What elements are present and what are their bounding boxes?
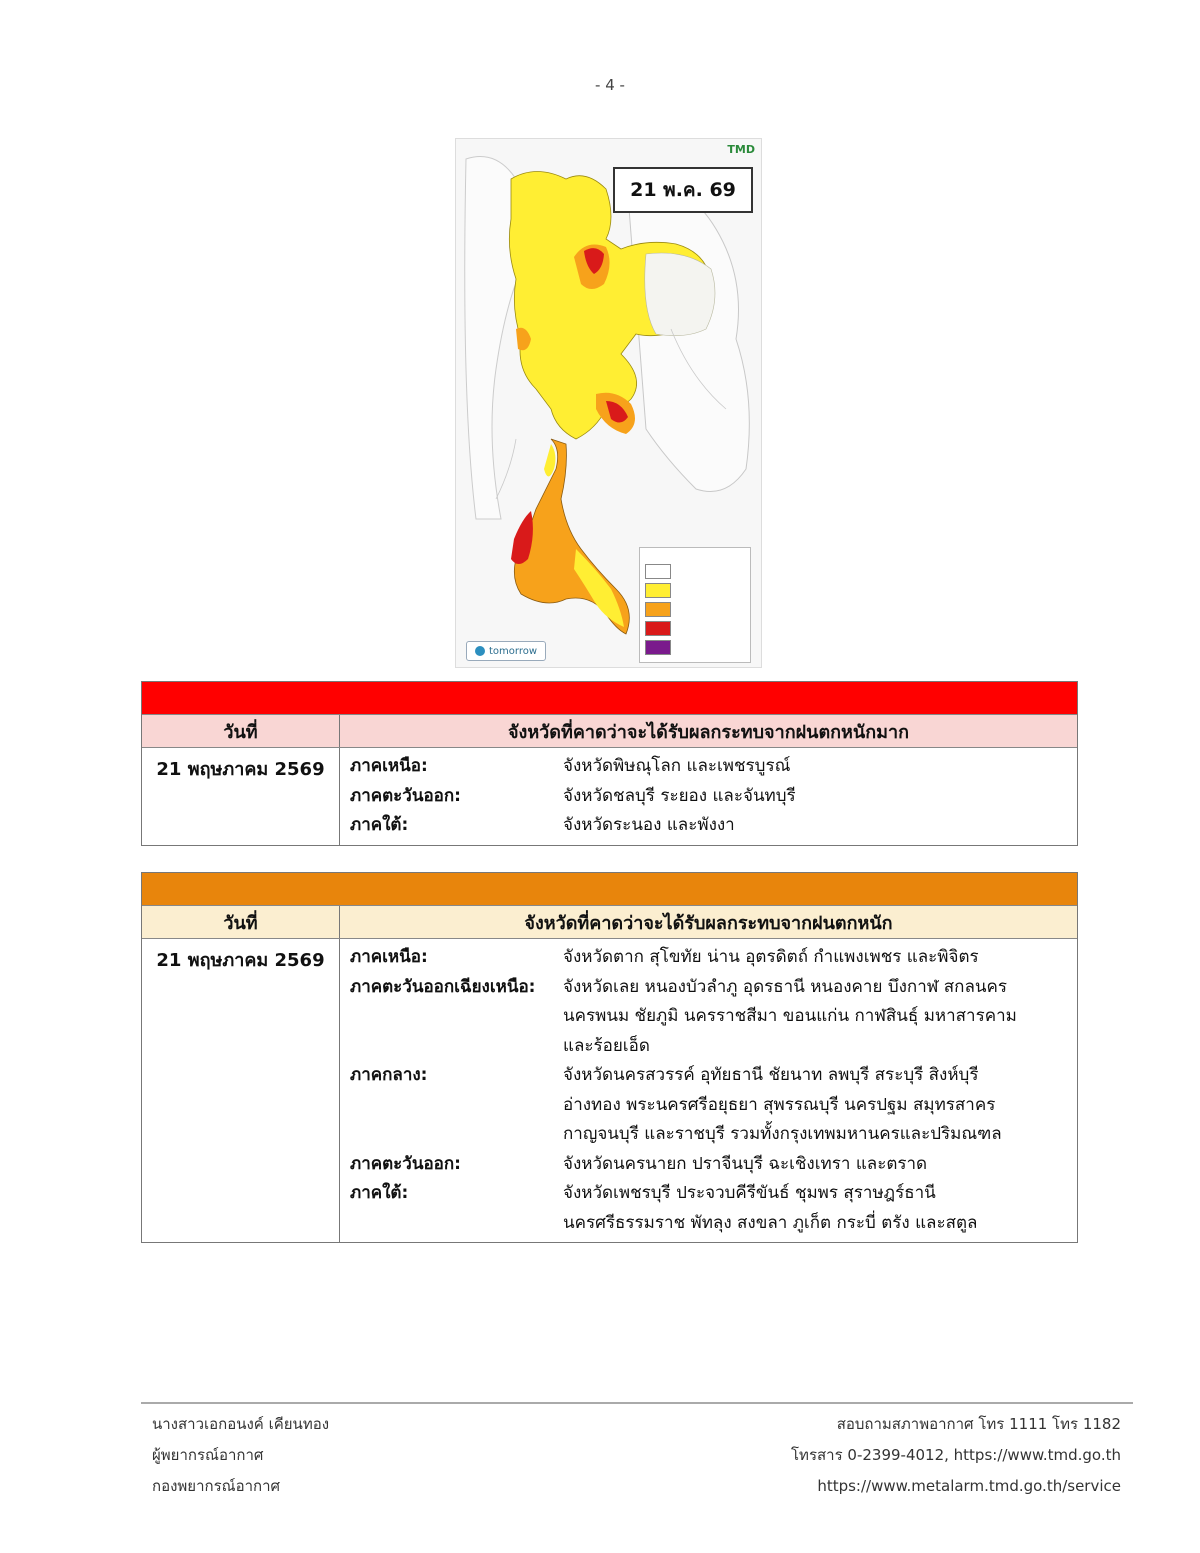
region-row xyxy=(350,973,1077,1003)
region-row xyxy=(350,1209,1077,1239)
header-date: วันที่ xyxy=(142,906,340,938)
region-provinces: จังหวัดเลย หนองบัวลำภู อุดรธานี หนองคาย บึงกาฬ สกลนคร xyxy=(563,976,1008,997)
region-provinces: จังหวัดพิษณุโลก และเพชรบูรณ์ xyxy=(563,756,791,776)
legend-swatch-red xyxy=(645,621,671,636)
legend-swatch-yellow xyxy=(645,583,671,598)
region-row xyxy=(350,1032,1077,1062)
region-name: ภาคใต้: xyxy=(350,815,409,835)
tmd-logo: TMD xyxy=(727,143,755,156)
region-row xyxy=(350,752,1077,782)
region-name xyxy=(350,1091,563,1121)
tomorrow-logo xyxy=(466,641,546,661)
region-name: ภาคตะวันออก: xyxy=(350,1153,461,1174)
legend-swatch-orange xyxy=(645,602,671,617)
table-header xyxy=(142,714,1077,748)
rainfall-forecast-map xyxy=(455,138,762,668)
region-row xyxy=(350,811,1077,841)
legend-swatch-white xyxy=(645,564,671,579)
contact-service-url[interactable]: https://www.metalarm.tmd.go.th/service xyxy=(817,1477,1121,1495)
region-provinces: จังหวัดนครสวรรค์ อุทัยธานี ชัยนาท ลพบุรี สระบุรี สิงห์บุรี xyxy=(563,1065,979,1085)
region-row xyxy=(350,1179,1077,1209)
region-provinces: กาญจนบุรี และราชบุรี รวมทั้งกรุงเทพมหานครและปริมณฑล xyxy=(563,1124,1002,1144)
legend-item xyxy=(645,640,750,655)
map-header-text xyxy=(460,142,700,150)
region-provinces: และร้อยเอ็ด xyxy=(563,1035,650,1056)
region-name xyxy=(350,1002,563,1032)
region-row xyxy=(350,782,1077,812)
contact-phone: สอบถามสภาพอากาศ โทร 1111 โทร 1182 xyxy=(836,1415,1121,1433)
region-row xyxy=(350,1091,1077,1121)
row-date: 21 พฤษภาคม 2569 xyxy=(142,748,340,845)
region-list xyxy=(340,939,1077,1242)
region-name xyxy=(350,1120,563,1150)
heavy-rain-table xyxy=(141,872,1078,1243)
legend-item xyxy=(645,583,750,598)
region-provinces: นครพนม ชัยภูมิ นครราชสีมา ขอนแก่น กาฬสินธุ์ มหาสารคาม xyxy=(563,1006,1017,1026)
table-header xyxy=(142,905,1077,939)
region-row xyxy=(350,1002,1077,1032)
footer-divider xyxy=(141,1402,1133,1404)
region-name: ภาคใต้: xyxy=(350,1183,409,1203)
region-provinces: จังหวัดชลบุรี ระยอง และจันทบุรี xyxy=(563,785,796,806)
map-date-label: 21 พ.ค. 69 xyxy=(613,167,753,213)
region-row xyxy=(350,1061,1077,1091)
region-list xyxy=(340,748,1077,845)
legend-item xyxy=(645,564,750,579)
region-provinces: อ่างทอง พระนครศรีอยุธยา สุพรรณบุรี นครปฐม สมุทรสาคร xyxy=(563,1094,996,1115)
region-name: ภาคเหนือ: xyxy=(350,947,428,967)
row-date: 21 พฤษภาคม 2569 xyxy=(142,939,340,1242)
footer-contact xyxy=(791,1409,1121,1502)
map-legend xyxy=(639,547,751,663)
region-provinces: นครศรีธรรมราช พัทลุง สงขลา ภูเก็ต กระบี่ ตรัง และสตูล xyxy=(563,1212,978,1233)
legend-swatch-purple xyxy=(645,640,671,655)
table-row xyxy=(142,748,1077,845)
forecaster-division: กองพยากรณ์อากาศ xyxy=(152,1477,281,1495)
region-name: ภาคกลาง: xyxy=(350,1065,428,1085)
legend-item xyxy=(645,621,750,636)
table-row xyxy=(142,939,1077,1242)
region-row xyxy=(350,1150,1077,1180)
region-provinces: จังหวัดเพชรบุรี ประจวบคีรีขันธ์ ชุมพร สุราษฎร์ธานี xyxy=(563,1183,936,1203)
forecaster-name: นางสาวเอกอนงค์ เคียนทอง xyxy=(152,1415,330,1433)
region-name: ภาคตะวันออกเฉียงเหนือ: xyxy=(350,976,536,997)
region-name: ภาคตะวันออก: xyxy=(350,785,461,806)
contact-fax-website: โทรสาร 0-2399-4012, https://www.tmd.go.th xyxy=(791,1446,1121,1464)
region-provinces: จังหวัดระนอง และพังงา xyxy=(563,815,735,835)
region-name xyxy=(350,1209,563,1239)
header-affected-provinces: จังหวัดที่คาดว่าจะได้รับผลกระทบจากฝนตกหนักมาก xyxy=(507,721,909,743)
very-heavy-rain-table xyxy=(141,681,1078,846)
region-name xyxy=(350,1032,563,1062)
footer-forecaster xyxy=(152,1409,329,1502)
region-name: ภาคเหนือ: xyxy=(350,756,428,776)
region-row xyxy=(350,1120,1077,1150)
page-number: - 4 - xyxy=(595,76,625,94)
legend-title xyxy=(640,552,750,560)
tomorrow-logo-icon xyxy=(475,646,485,656)
region-provinces: จังหวัดนครนายก ปราจีนบุรี ฉะเชิงเทรา และตราด xyxy=(563,1153,928,1174)
region-row xyxy=(350,943,1077,973)
warning-level-bar-red xyxy=(142,682,1077,714)
warning-level-bar-orange xyxy=(142,873,1077,905)
forecaster-title: ผู้พยากรณ์อากาศ xyxy=(152,1446,264,1464)
header-affected-provinces: จังหวัดที่คาดว่าจะได้รับผลกระทบจากฝนตกหนัก xyxy=(524,912,893,934)
header-date: วันที่ xyxy=(142,715,340,747)
region-provinces: จังหวัดตาก สุโขทัย น่าน อุตรดิตถ์ กำแพงเพชร และพิจิตร xyxy=(563,947,979,967)
tomorrow-logo-text: tomorrow xyxy=(489,645,538,657)
legend-item xyxy=(645,602,750,617)
